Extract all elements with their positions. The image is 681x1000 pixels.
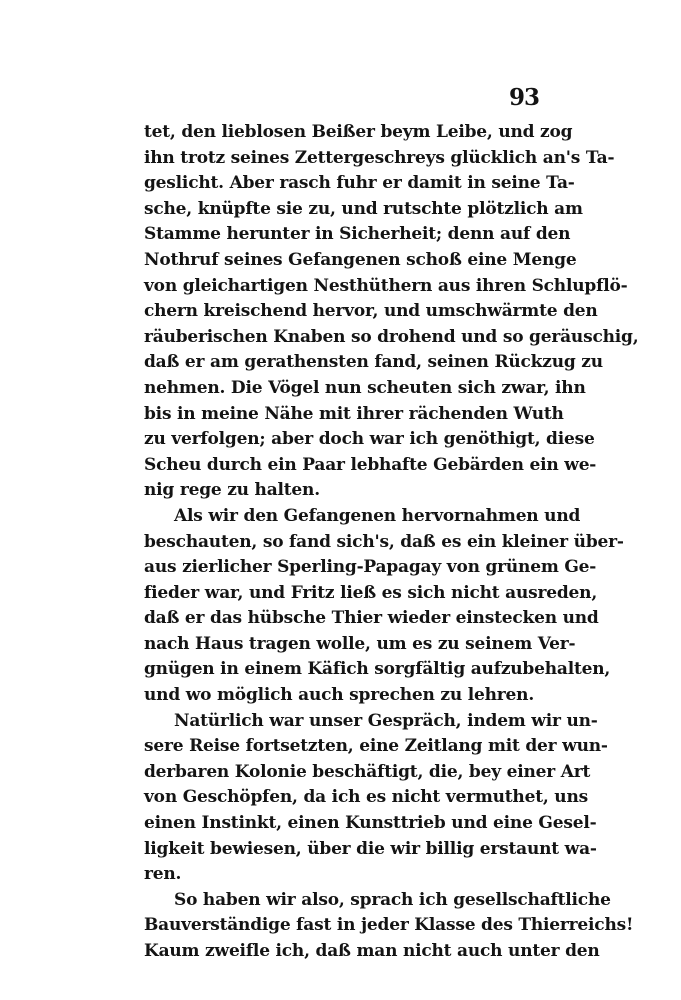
text-line: Scheu durch ein Paar lebhafte Gebärden ein we- bbox=[144, 454, 597, 475]
text-line: aus zierlicher Sperling-Papagay von grünem Ge- bbox=[144, 557, 597, 578]
text-line: räuberischen Knaben so drohend und so geräuschig, bbox=[144, 326, 639, 347]
text-line: ligkeit bewiesen, über die wir billig erstaunt wa- bbox=[144, 838, 597, 859]
text-line: sere Reise fortsetzten, eine Zeitlang mit der wun- bbox=[144, 736, 608, 757]
text-line: sche, knüpfte sie zu, und rutschte plötzlich am bbox=[144, 198, 583, 219]
text-line: So haben wir also, sprach ich gesellschaftliche bbox=[174, 889, 611, 910]
text-line: ihn trotz seines Zettergeschreys glücklich an's Ta- bbox=[144, 147, 615, 168]
body-text bbox=[144, 120, 639, 965]
text-line: nach Haus tragen wolle, um es zu seinem Ver- bbox=[144, 633, 576, 654]
text-line: und wo möglich auch sprechen zu lehren. bbox=[144, 685, 535, 706]
text-line: tet, den lieblosen Beißer beym Leibe, und zog bbox=[144, 122, 573, 142]
text-line: von gleichartigen Nesthüthern aus ihren Schlupflö- bbox=[144, 275, 628, 296]
text-line: nig rege zu halten. bbox=[144, 480, 320, 501]
text-line: bis in meine Nähe mit ihrer rächenden Wuth bbox=[144, 403, 564, 424]
text-line: nehmen. Die Vögel nun scheuten sich zwar, ihn bbox=[144, 377, 586, 398]
text-line: Natürlich war unser Gespräch, indem wir un- bbox=[174, 710, 598, 731]
text-line: fieder war, und Fritz ließ es sich nicht ausreden, bbox=[144, 582, 598, 603]
text-line: einen Instinkt, einen Kunsttrieb und eine Gesel- bbox=[144, 813, 597, 834]
page-number: 93 bbox=[508, 84, 539, 111]
text-line: von Geschöpfen, da ich es nicht vermuthet, uns bbox=[144, 787, 588, 808]
text-line: geslicht. Aber rasch fuhr er damit in seine Ta- bbox=[144, 173, 575, 194]
text-line: chern kreischend hervor, und umschwärmte den bbox=[144, 301, 598, 322]
text-line: Als wir den Gefangenen hervornahmen und bbox=[174, 505, 581, 526]
text-line: zu verfolgen; aber doch war ich genöthigt, diese bbox=[144, 429, 595, 450]
text-line: beschauten, so fand sich's, daß es ein kleiner über- bbox=[144, 531, 624, 552]
text-line: derbaren Kolonie beschäftigt, die, bey einer Art bbox=[144, 761, 591, 782]
text-line: ren. bbox=[144, 864, 182, 885]
text-line: Stamme herunter in Sicherheit; denn auf den bbox=[144, 224, 571, 245]
text-line: Nothruf seines Gefangenen schoß eine Menge bbox=[144, 249, 577, 270]
text-line: daß er das hübsche Thier wieder einstecken und bbox=[144, 608, 599, 629]
text-line: Bauverständige fast in jeder Klasse des Thierreichs! bbox=[144, 915, 634, 936]
text-line: daß er am gerathensten fand, seinen Rückzug zu bbox=[144, 352, 603, 373]
text-line: gnügen in einem Käfich sorgfältig aufzubehalten, bbox=[144, 659, 611, 680]
text-line: Kaum zweifle ich, daß man nicht auch unter den bbox=[144, 941, 600, 961]
